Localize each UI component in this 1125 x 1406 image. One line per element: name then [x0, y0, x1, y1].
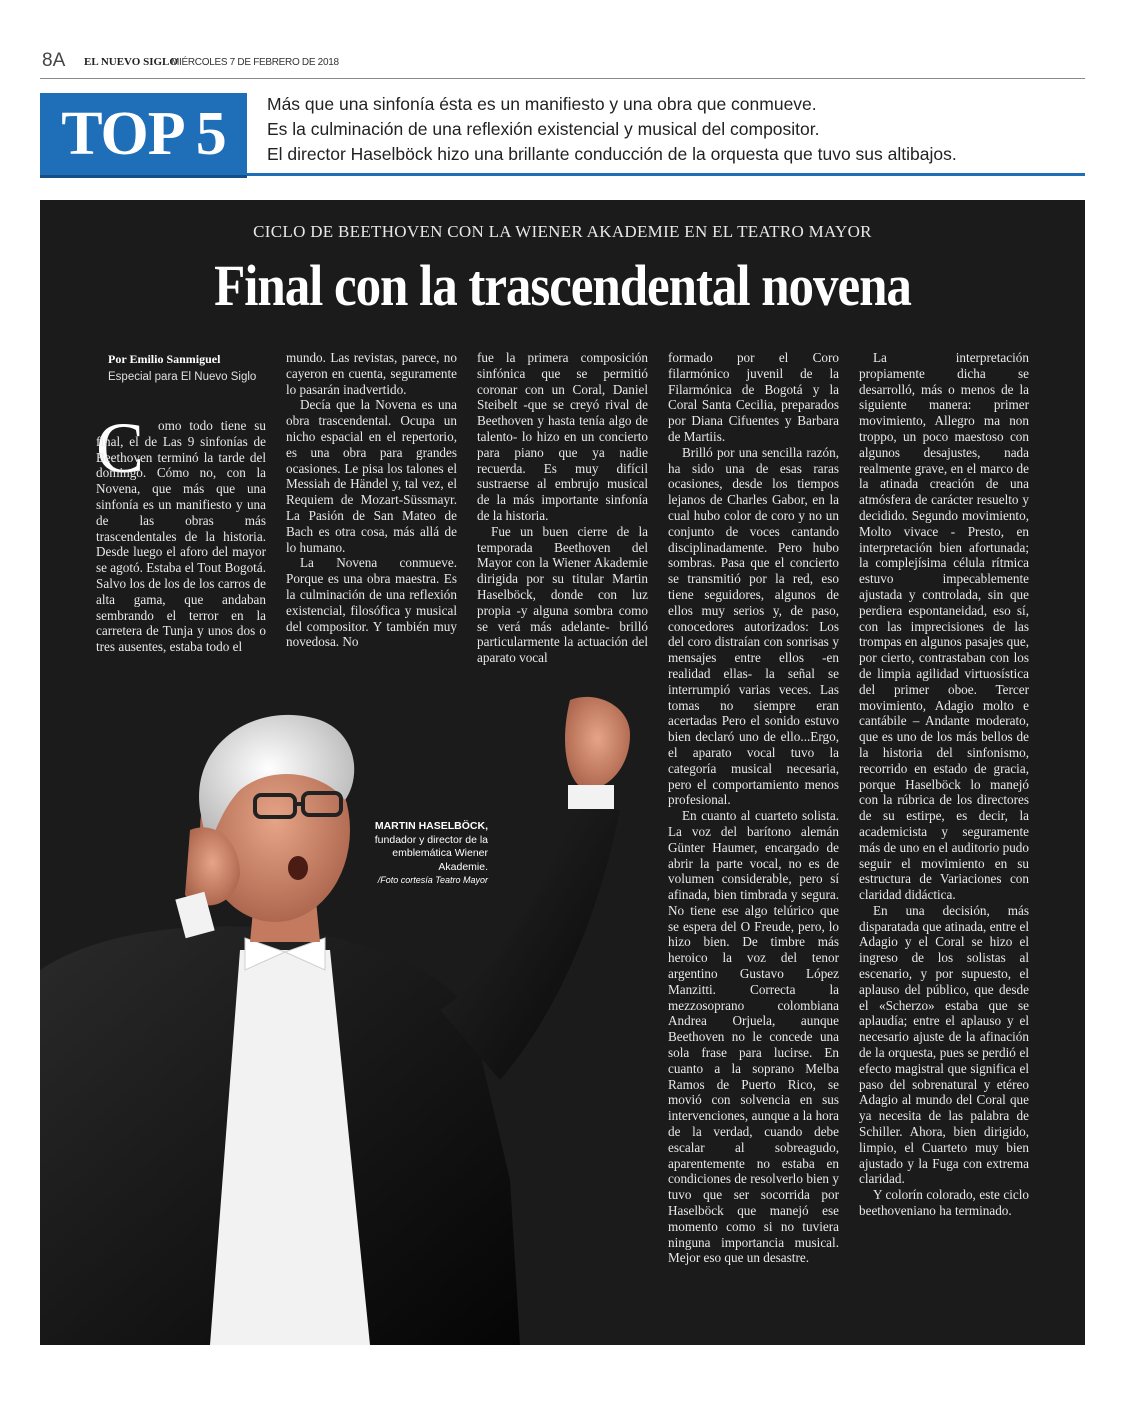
- issue-date: MIÉRCOLES 7 DE FEBRERO DE 2018: [171, 57, 339, 68]
- top5-label: TOP 5: [61, 100, 226, 168]
- article-column-2: [286, 350, 457, 650]
- article-byline: Por Emilio Sanmiguel: [108, 352, 221, 366]
- article-paragraph: La Novena conmueve. Porque es una obra maestra. Es la culminación de una reflexión existencial, filosófica y musical del compositor. Y también muy novedosa. No: [286, 555, 457, 650]
- article-paragraph: Decía que la Novena es una obra trascendental. Ocupa un nicho espacial en el repertorio, es una obra para grandes ocasiones. Le pisa los talones el Messiah de Händel y, tal vez, el Requiem de Mozart-Süssmayr. La Pasión de San Mateo de Bach es otra cosa, más allá de lo humano.: [286, 397, 457, 555]
- caption-text: fundador y director de la emblemática Wiener Akademie.: [374, 833, 488, 873]
- top5-badge: [40, 93, 247, 178]
- article-paragraph: En cuanto al cuarteto solista. La voz del barítono alemán Günter Haumer, encargado de abrir la parte vocal, no es de volumen considerable, pero sí afinada, bien timbrada y segura. No tiene ese algo telúrico que se espera del O Freude, pero, lo hizo bien. De timbre más heroico la voz del tenor argentino Gustavo López Manzitti. Correcta la mezzosoprano colombiana Andrea Orjuela, aunque Beethoven no le concede una sola frase para lucirse. En cuanto a la soprano Melba Ramos de Puerto Rico, se movió con solvencia en sus intervenciones, aunque a la hora de la verdad, cuando debe escalar al sobreagudo, aparentemente no estaba en condiciones de resolverlo bien y tuvo que ser socorrida por Haselböck que manejó ese momento como si no tuviera ninguna importancia musical. Mejor eso que un desastre.: [668, 808, 839, 1266]
- article-column-4: [668, 350, 839, 1266]
- conductor-photo: [40, 680, 650, 1345]
- article-column-3: [477, 350, 648, 666]
- article-paragraph: omo todo tiene su final, el de Las 9 sinfonías de Beethoven terminó la tarde del domingo. Cómo no, con la Novena, que más que una sinfonía es un manifiesto y una de las obras más trascendentales de la historia. Desde luego el aforo del mayor se agotó. Estaba el Tout Bogotá. Salvo los de los de los carros de alta gama, que andaban sembrando el terror en la carretera de Tunja y unos dos o tres ausentes, estaba todo el: [96, 418, 266, 655]
- article-paragraph: mundo. Las revistas, parece, no cayeron en cuenta, seguramente lo pasarán inadvertido.: [286, 350, 457, 397]
- top5-divider: [247, 173, 1085, 176]
- newspaper-name: EL NUEVO SIGLO: [84, 56, 178, 68]
- top5-point: El director Haselböck hizo una brillante conducción de la orquesta que tuvo sus altibajos.: [267, 144, 957, 164]
- article-headline: Final con la trascendental novena: [214, 253, 911, 318]
- article-column-5: [859, 350, 1029, 1219]
- article-paragraph: formado por el Coro filarmónico juvenil de la Filarmónica de Bogotá y la Coral Santa Cecilia, preparados por Diana Cifuentes y Barbara de Martiis.: [668, 350, 839, 444]
- article-paragraph: fue la primera composición sinfónica que se permitió coronar con un Coral, Daniel Steibelt -que se creyó rival de Beethoven y hasta tenía algo de talento- lo hizo en un concierto para piano que ya nadie recuerda. Es muy difícil sustraerse al embrujo musical de la más importante sinfonía de la historia.: [477, 350, 648, 523]
- drop-cap: C: [96, 408, 145, 488]
- article-paragraph: Fue un buen cierre de la temporada Beethoven del Mayor con la Wiener Akademie dirigida por su titular Martin Haselböck, donde con luz propia -y alguna sombra como se verá más adelante- brilló particularmente la actuación del aparato vocal: [477, 523, 648, 666]
- article-paragraph: Y colorín colorado, este ciclo beethoveniano ha terminado.: [859, 1187, 1029, 1219]
- article-kicker: CICLO DE BEETHOVEN CON LA WIENER AKADEMIE EN EL TEATRO MAYOR: [253, 222, 872, 241]
- article-paragraph: En una decisión, más disparatada que atinada, entre el Adagio y el Coral se hizo el ingreso de los solistas al escenario, y por supuesto, el aplauso del público, que desde el «Scherzo» estaba que se aplaudía; entre el aplauso y el necesario ajuste de la afinación de la orquesta, pues se perdió el efecto magistral que significa el paso del sobrenatural y etéreo Adagio al mundo del Coral que ya necesita de las palabra de Schiller. Ahora, bien dirigido, limpio, el Cuarteto muy bien ajustado y la Fuga con extrema claridad.: [859, 902, 1029, 1187]
- article-paragraph: La interpretación propiamente dicha se desarrolló, más o menos de la siguiente manera: primer movimiento, Allegro ma non troppo, un poco maestoso con algunos desajustes, nada realmente grave, en el marco de la atinada creación de una atmósfera de carácter resuelto y decidido. Segundo movimiento, Molto vivace - Presto, en interpretación bien afortunada; la complejísima célula rítmica estuvo impecablemente ajustada y controlada, sin que perdiera espontaneidad, eso sí, con las imprecisiones de las trompas en algunos pasajes que, por cierto, contrastaban con los de limpia agilidad virtuosística del primer oboe. Tercer movimiento, Adagio molto e cantábile – Andante moderato, que es uno de los más bellos de la historia del sinfonismo, recorrido en estado de gracia, porque Haselböck lo manejó con la rúbrica de los directores de su estirpe, es decir, la academicista y seguramente más de uno en el auditorio pudo seguir el movimiento en su estructura de Variaciones con claridad didáctica.: [859, 350, 1029, 903]
- caption-name: MARTIN HASELBÖCK,: [374, 820, 488, 832]
- article-panel: [40, 200, 1085, 1345]
- page-header: [40, 50, 1085, 79]
- top5-point: Más que una sinfonía ésta es un manifiesto y una obra que conmueve.: [267, 94, 817, 114]
- article-column-1: [96, 418, 266, 655]
- photo-caption: [358, 820, 488, 888]
- article-byline-subtitle: Especial para El Nuevo Siglo: [108, 371, 257, 383]
- article-paragraph: Brilló por una sencilla razón, ha sido una de esas raras ocasiones, desde los tiempos lejanos de Charles Gabor, en la cual hubo color de coro y no un conjunto de voces cantando disciplinadamente. Pero hubo sombras. Pasa que el concierto se transmitió por la red, eso tiene seguidores, algunos de ellos muy serios y, de paso, conocedores autorizados: Los del coro distraían con sonrisas y mensajes entre ellos -en realidad ellas- la señal se interrumpió varias veces. Las tomas no siempre eran acertadas Pero el sonido estuvo bien declaró uno de ello...Ergo, el aparato vocal tuvo la categoría musical necesaria, pero el comportamiento menos profesional.: [668, 444, 839, 808]
- top5-point: Es la culminación de una reflexión existencial y musical del compositor.: [267, 119, 820, 139]
- page-number: 8A: [42, 50, 66, 71]
- caption-credit: /Foto cortesía Teatro Mayor: [377, 875, 488, 885]
- top5-list: [267, 92, 957, 167]
